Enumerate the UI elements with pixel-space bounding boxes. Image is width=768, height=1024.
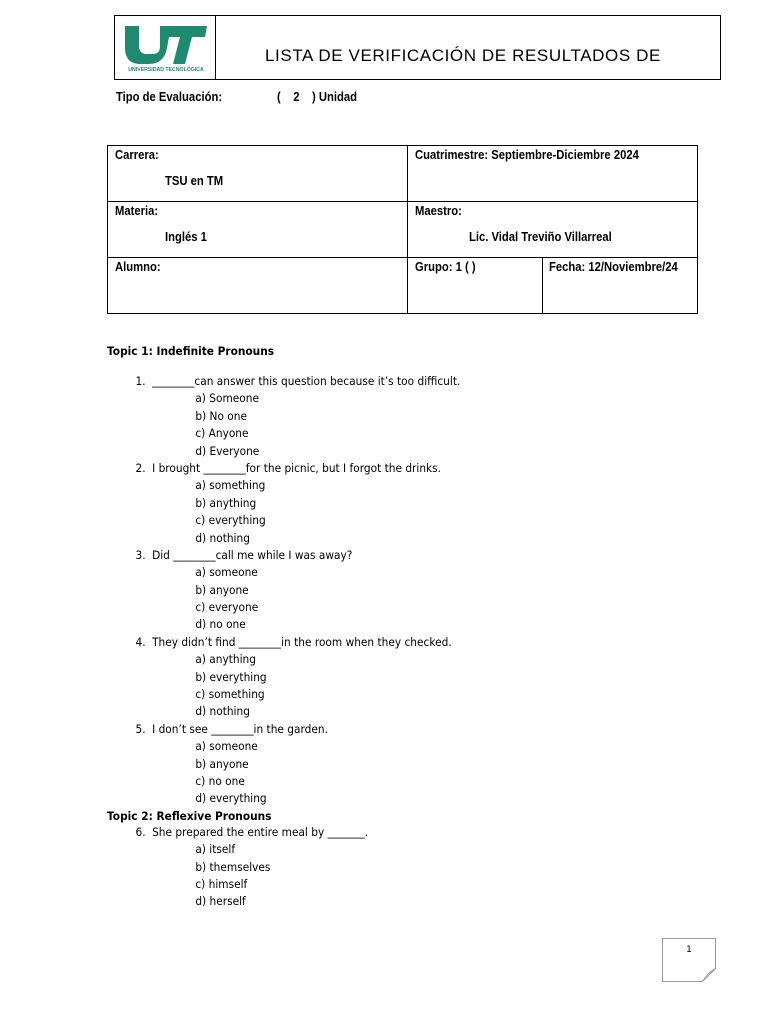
carrera-cell (108, 146, 408, 202)
option: d) nothing (195, 530, 250, 545)
option: d) everything (195, 791, 267, 806)
question-6: 6. She prepared the entire meal by _______. (135, 824, 368, 839)
option: c) Anyone (195, 426, 249, 441)
option: d) Everyone (195, 443, 260, 458)
maestro-value: Lic. Vidal Treviño Villarreal (469, 230, 612, 244)
option: c) himself (195, 876, 248, 891)
maestro-cell (408, 202, 698, 258)
fecha-cell (543, 258, 698, 314)
carrera-label: Carrera: (115, 148, 159, 162)
document-header (114, 15, 721, 80)
svg-text:UNIVERSIDAD TECNOLÓGICA: UNIVERSIDAD TECNOLÓGICA (128, 67, 204, 73)
option: a) itself (195, 842, 236, 857)
page-number: 1 (686, 945, 692, 955)
university-logo (121, 20, 211, 76)
topic-title: Topic 2: Reflexive Pronouns (107, 808, 272, 823)
option: b) anything (195, 495, 257, 510)
grupo-cell (408, 258, 543, 314)
option: a) someone (195, 565, 258, 580)
option: c) everyone (195, 600, 259, 615)
option: b) anyone (195, 582, 249, 597)
question-4: 4. They didn’t find ________in the room when they checked. (135, 634, 452, 649)
student-info-table (107, 145, 698, 314)
cuatrimestre-cell (408, 146, 698, 202)
alumno-label: Alumno: (115, 260, 161, 274)
question-3: 3. Did ________call me while I was away? (135, 547, 353, 562)
option: a) something (195, 478, 266, 493)
carrera-value: TSU en TM (165, 174, 224, 188)
evaluation-type-label: Tipo de Evaluación: (116, 90, 223, 104)
option: b) everything (195, 669, 267, 684)
evaluation-type-value: ( 2 ) Unidad (277, 90, 358, 104)
fecha-text: Fecha: 12/Noviembre/24 (549, 260, 678, 274)
option: a) someone (195, 739, 258, 754)
option: b) anyone (195, 756, 249, 771)
quiz-content (107, 343, 461, 911)
page-number-box (662, 938, 716, 982)
option: d) nothing (195, 704, 250, 719)
grupo-text: Grupo: 1 ( ) (415, 260, 476, 274)
option: c) something (195, 687, 265, 702)
option: d) no one (195, 617, 246, 632)
option: d) herself (195, 894, 246, 909)
logo-cell (115, 16, 216, 79)
option: a) anything (195, 652, 256, 667)
document-title: LISTA DE VERIFICACIÓN DE RESULTADOS DE (265, 46, 661, 65)
question-5: 5. I don’t see ________in the garden. (135, 721, 328, 736)
question-1: 1. ________can answer this question because it’s too difficult. (135, 374, 461, 388)
option: a) Someone (195, 391, 259, 406)
option: c) no one (195, 773, 245, 788)
materia-label: Materia: (115, 204, 159, 218)
option: c) everything (195, 513, 266, 528)
cuatrimestre-text: Cuatrimestre: Septiembre-Diciembre 2024 (415, 148, 639, 162)
materia-value: Inglés 1 (165, 230, 207, 244)
option: b) No one (195, 408, 247, 423)
question-2: 2. I brought ________for the picnic, but I forgot the drinks. (135, 460, 442, 475)
maestro-label: Maestro: (415, 204, 462, 218)
materia-cell (108, 202, 408, 258)
option: b) themselves (195, 859, 271, 874)
page-fold-icon (702, 968, 716, 982)
topic-title: Topic 1: Indefinite Pronouns (107, 344, 275, 358)
alumno-cell (108, 258, 408, 314)
